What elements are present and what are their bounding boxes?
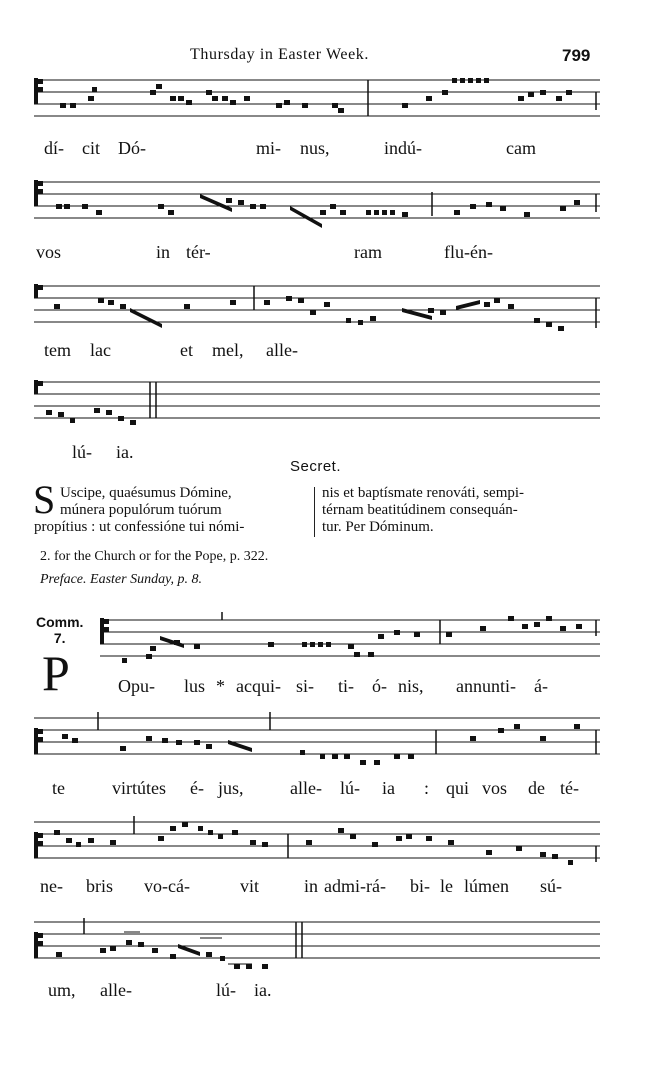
lyric-syllable: lúmen bbox=[464, 876, 509, 896]
lyric-syllable: tem bbox=[44, 340, 71, 360]
secret-line: múnera populórum tuórum bbox=[60, 502, 222, 518]
lyric-syllable: et bbox=[180, 340, 193, 360]
lyric-syllable: in bbox=[156, 242, 171, 262]
dropcap-p: P bbox=[42, 645, 70, 701]
lyric-syllable: ia bbox=[382, 778, 395, 798]
lyric-syllable: ram bbox=[354, 242, 382, 262]
lyric-syllable: alle- bbox=[266, 340, 298, 360]
lyric-syllable: annunti- bbox=[456, 676, 516, 696]
chant-staff-7 bbox=[0, 812, 665, 872]
lyric-syllable: sú- bbox=[540, 876, 562, 896]
note-preface: Preface. Easter Sunday, p. 8. bbox=[40, 572, 203, 587]
lyric-syllable: á- bbox=[534, 676, 548, 696]
chant-staff-2 bbox=[0, 172, 665, 242]
lyric-syllable: in bbox=[304, 876, 319, 896]
lyric-syllable: cit bbox=[82, 138, 100, 158]
lyric-syllable: lac bbox=[90, 340, 111, 360]
lyric-syllable: lus bbox=[184, 676, 206, 696]
lyric-syllable: lú- bbox=[340, 778, 360, 798]
lyric-syllable: vo-cá- bbox=[144, 876, 190, 896]
lyric-syllable: bi- bbox=[410, 876, 430, 896]
lyric-syllable: vos bbox=[36, 242, 62, 262]
secret-line: propítius : ut confessióne tui nómi- bbox=[34, 519, 245, 535]
secret-heading: Secret. bbox=[290, 458, 342, 475]
lyric-syllable: ne- bbox=[40, 876, 63, 896]
dropcap-s: S bbox=[33, 477, 56, 522]
chant-staff-5 bbox=[0, 610, 665, 670]
lyric-syllable: de bbox=[528, 778, 545, 798]
lyric-syllable: tér- bbox=[186, 242, 211, 262]
lyric-syllable: ia. bbox=[254, 980, 272, 1000]
secret-line: térnam beatitúdinem consequán- bbox=[322, 502, 518, 518]
secret-line: Uscipe, quaésumus Dómine, bbox=[60, 485, 232, 501]
lyric-syllable: qui bbox=[446, 778, 470, 798]
lyric-syllable: lú- bbox=[72, 442, 92, 462]
page-header-title: Thursday in Easter Week. bbox=[190, 46, 369, 63]
lyric-syllable: ó- bbox=[372, 676, 387, 696]
lyric-syllable: té- bbox=[560, 778, 579, 798]
chant-staff-1 bbox=[0, 70, 665, 130]
lyric-syllable: ti- bbox=[338, 676, 354, 696]
secret-left-column bbox=[34, 485, 310, 536]
lyric-syllable: alle- bbox=[100, 980, 132, 1000]
comm-label-text: Comm. bbox=[36, 614, 84, 630]
lyric-syllable: Opu- bbox=[118, 676, 155, 696]
lyric-syllable: jus, bbox=[218, 778, 244, 798]
lyric-syllable: Dó- bbox=[118, 138, 146, 158]
lyric-syllable: dí- bbox=[44, 138, 64, 158]
chant-staff-6 bbox=[0, 708, 665, 778]
chant-staff-3 bbox=[0, 276, 665, 336]
lyric-syllable: te bbox=[52, 778, 65, 798]
secret-right-column bbox=[322, 485, 598, 536]
chant-staff-8 bbox=[0, 912, 665, 982]
lyric-syllable: * bbox=[216, 676, 225, 696]
lyric-syllable: vit bbox=[240, 876, 260, 896]
lyric-syllable: virtútes bbox=[112, 778, 166, 798]
lyric-syllable: : bbox=[424, 778, 430, 798]
page-number: 799 bbox=[562, 46, 591, 65]
lyric-syllable: cam bbox=[506, 138, 536, 158]
lyric-syllable: ia. bbox=[116, 442, 134, 462]
lyric-syllable: mel, bbox=[212, 340, 244, 360]
lyric-syllable: bris bbox=[86, 876, 113, 896]
lyric-syllable: alle- bbox=[290, 778, 322, 798]
lyric-syllable: é- bbox=[190, 778, 204, 798]
lyric-syllable: nis, bbox=[398, 676, 424, 696]
lyric-syllable: le bbox=[440, 876, 453, 896]
chant-staff-4 bbox=[0, 372, 665, 442]
lyric-syllable: nus, bbox=[300, 138, 330, 158]
secret-line: tur. Per Dóminum. bbox=[322, 519, 434, 535]
lyric-syllable: indú- bbox=[384, 138, 422, 158]
column-divider bbox=[314, 487, 315, 537]
lyric-syllable: um, bbox=[48, 980, 76, 1000]
lyric-syllable: si- bbox=[296, 676, 314, 696]
lyric-syllable: flu-én- bbox=[444, 242, 493, 262]
lyric-syllable: acqui- bbox=[236, 676, 281, 696]
lyric-syllable: admi-rá- bbox=[324, 876, 386, 896]
lyric-syllable: lú- bbox=[216, 980, 236, 1000]
comm-number: 7. bbox=[53, 630, 66, 646]
secret-line: nis et baptísmate renováti, sempi- bbox=[322, 485, 525, 501]
lyric-syllable: mi- bbox=[256, 138, 281, 158]
note-church: 2. for the Church or for the Pope, p. 322. bbox=[40, 549, 269, 564]
lyric-syllable: vos bbox=[482, 778, 508, 798]
